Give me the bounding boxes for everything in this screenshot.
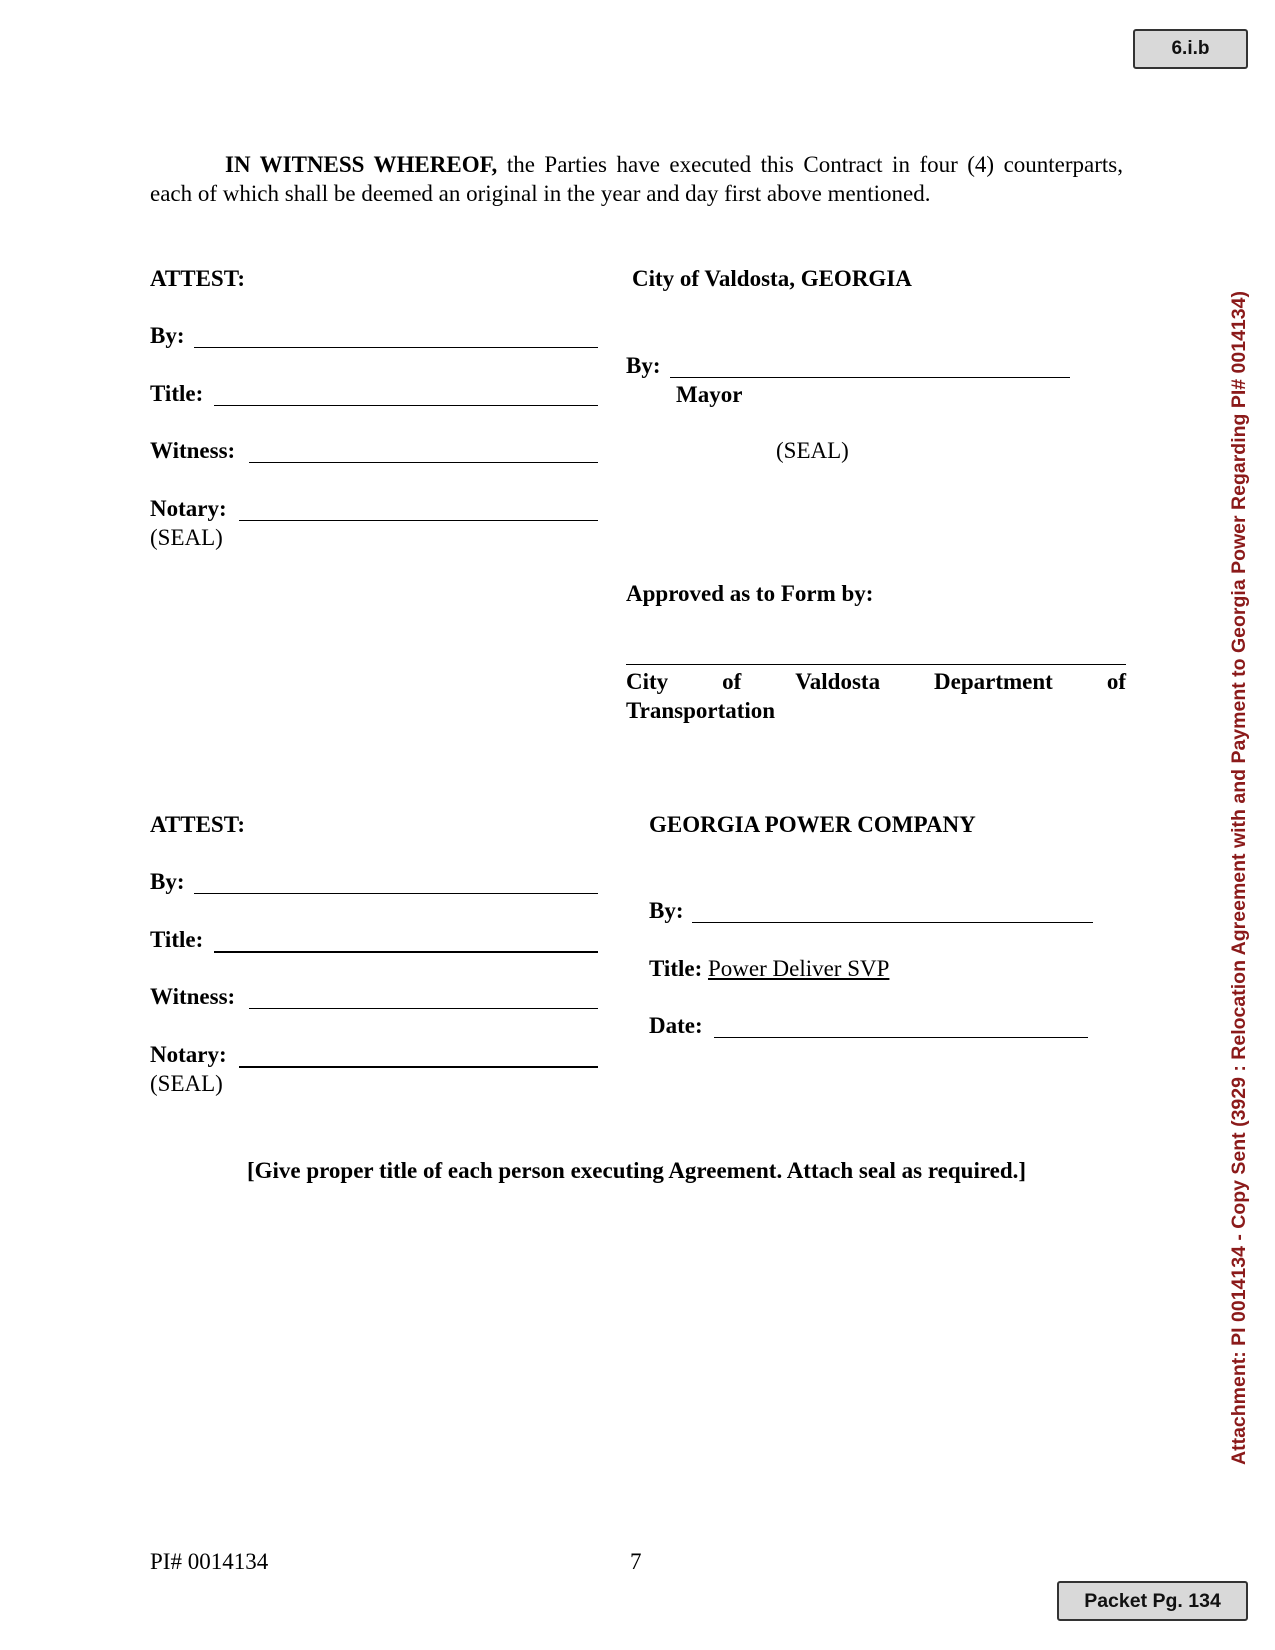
witness-body: the Parties have executed this Contract in four (4) counterparts, each of which shall be deemed an original in the year and day first above mentioned. bbox=[150, 152, 1123, 206]
packet-page-badge: Packet Pg. 134 bbox=[1057, 1581, 1248, 1621]
gpc-attest-witness-line[interactable] bbox=[249, 984, 598, 1009]
witness-paragraph bbox=[150, 151, 1123, 208]
execution-instruction: [Give proper title of each person executing Agreement. Attach seal as required.] bbox=[246, 1158, 1027, 1183]
city-attest-title-label: Title: bbox=[150, 381, 204, 406]
agenda-item-badge: 6.i.b bbox=[1133, 29, 1248, 69]
dept-line-2: Transportation bbox=[626, 698, 776, 723]
city-signer-title: Mayor bbox=[676, 382, 743, 407]
gpc-attest-notary-label: Notary: bbox=[150, 1042, 227, 1067]
approval-signature-line[interactable] bbox=[626, 640, 1126, 665]
gpc-signer-title bbox=[649, 955, 889, 983]
gpc-attest-title-line[interactable] bbox=[214, 927, 598, 953]
attachment-sidebar-text: Attachment: PI 0014134 - Copy Sent (3929 : Relocation Agreement with and Payment to Georgia Power Regarding PI# 0014134) bbox=[1228, 291, 1250, 1465]
gpc-signer-title-value: Power Deliver SVP bbox=[707, 956, 890, 981]
dept-word: City bbox=[626, 669, 669, 694]
city-party-name: City of Valdosta, GEORGIA bbox=[632, 266, 912, 291]
gpc-party-name: GEORGIA POWER COMPANY bbox=[649, 812, 976, 837]
approval-heading: Approved as to Form by: bbox=[626, 581, 874, 606]
gpc-signer-by-line[interactable] bbox=[692, 898, 1093, 923]
city-attest-notary-label: Notary: bbox=[150, 496, 227, 521]
gpc-attest-seal: (SEAL) bbox=[150, 1071, 223, 1096]
city-attest-heading: ATTEST: bbox=[150, 266, 246, 291]
city-attest-seal: (SEAL) bbox=[150, 525, 223, 550]
city-signer-by-label: By: bbox=[626, 353, 661, 378]
gpc-signer-by-label: By: bbox=[649, 898, 684, 923]
footer-page-number: 7 bbox=[630, 1549, 642, 1574]
dept-word: Department bbox=[934, 669, 1053, 694]
gpc-attest-notary-line[interactable] bbox=[239, 1042, 598, 1068]
city-signer-by-line[interactable] bbox=[670, 353, 1070, 378]
city-attest-witness-line[interactable] bbox=[249, 438, 598, 463]
city-signer-seal: (SEAL) bbox=[776, 438, 849, 463]
city-attest-title-line[interactable] bbox=[214, 381, 598, 406]
gpc-attest-title-label: Title: bbox=[150, 927, 204, 952]
gpc-signer-date-label: Date: bbox=[649, 1013, 703, 1038]
dept-word: of bbox=[1106, 669, 1126, 694]
dept-word: Valdosta bbox=[795, 669, 881, 694]
gpc-attest-heading: ATTEST: bbox=[150, 812, 246, 837]
footer-pi-number: PI# 0014134 bbox=[150, 1549, 269, 1574]
gpc-signer-date-line[interactable] bbox=[714, 1013, 1088, 1038]
gpc-signer-title-label: Title: bbox=[649, 956, 703, 981]
city-attest-witness-label: Witness: bbox=[150, 438, 236, 463]
gpc-attest-by-label: By: bbox=[150, 869, 185, 894]
gpc-attest-by-line[interactable] bbox=[194, 869, 598, 894]
approval-department bbox=[626, 667, 1126, 725]
city-attest-notary-line[interactable] bbox=[239, 496, 598, 521]
city-attest-by-line[interactable] bbox=[194, 323, 598, 348]
witness-lead: IN WITNESS WHEREOF, bbox=[225, 152, 498, 177]
dept-word: of bbox=[722, 669, 742, 694]
gpc-attest-witness-label: Witness: bbox=[150, 984, 236, 1009]
city-attest-by-label: By: bbox=[150, 323, 185, 348]
